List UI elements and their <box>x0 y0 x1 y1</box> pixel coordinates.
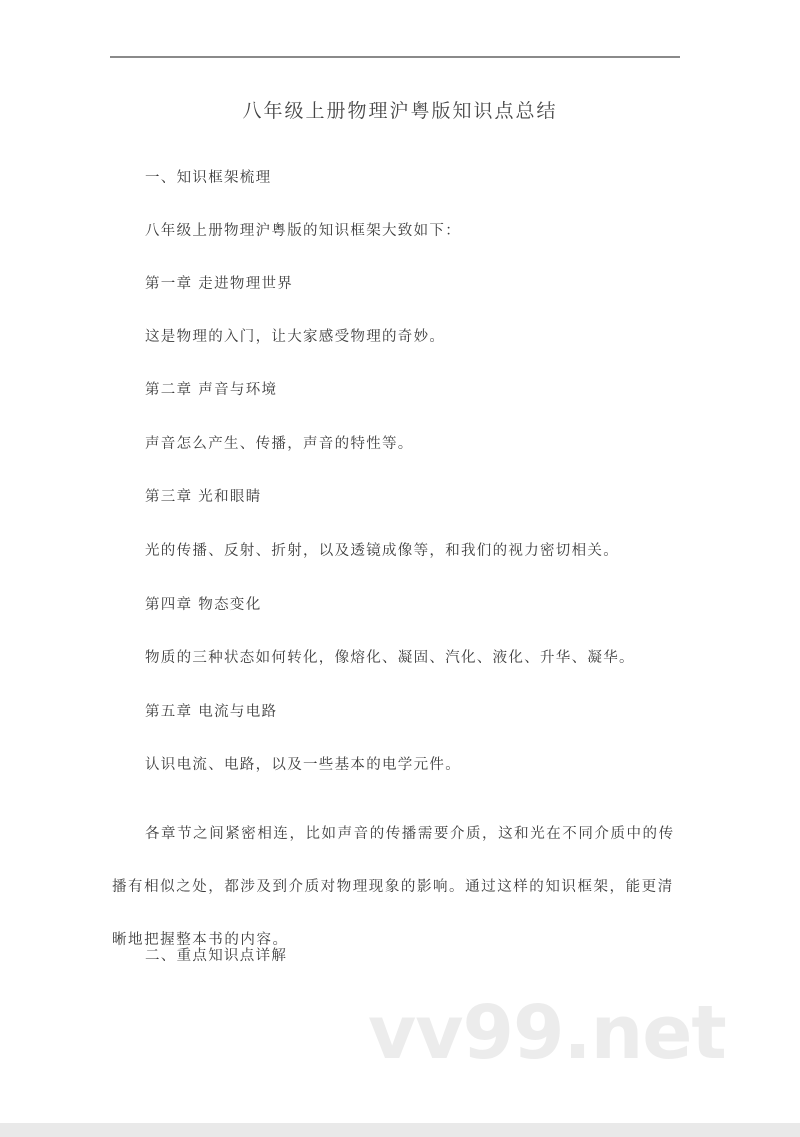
header-rule <box>110 56 680 58</box>
text-line: 光的传播、反射、折射，以及透镜成像等，和我们的视力密切相关。 <box>145 543 619 559</box>
section-heading: 一、知识框架梳理 <box>145 170 272 186</box>
chapter-heading: 第一章 走进物理世界 <box>145 276 294 292</box>
summary-paragraph: 各章节之间紧密相连，比如声音的传播需要介质，这和光在不同介质中的传播有相似之处，都涉及到介质对物理现象的影响。通过这样的知识框架，能更清晰地把握整本书的内容。 <box>112 826 675 948</box>
chapter-heading: 第二章 声音与环境 <box>145 382 278 398</box>
section-heading: 二、重点知识点详解 <box>145 948 288 964</box>
document-title: 八年级上册物理沪粤版知识点总结 <box>242 100 558 122</box>
text-line: 物质的三种状态如何转化，像熔化、凝固、汽化、液化、升华、凝华。 <box>145 650 635 666</box>
watermark: vv99.net <box>368 990 726 1076</box>
chapter-heading: 第四章 物态变化 <box>145 597 262 613</box>
text-line: 声音怎么产生、传播，声音的特性等。 <box>145 436 414 452</box>
chapter-heading: 第三章 光和眼睛 <box>145 489 262 505</box>
text-line: 这是物理的入门，让大家感受物理的奇妙。 <box>145 329 446 345</box>
text-line: 八年级上册物理沪粤版的知识框架大致如下： <box>145 223 461 239</box>
text-line: 认识电流、电路，以及一些基本的电学元件。 <box>145 757 461 773</box>
chapter-heading: 第五章 电流与电路 <box>145 704 278 720</box>
